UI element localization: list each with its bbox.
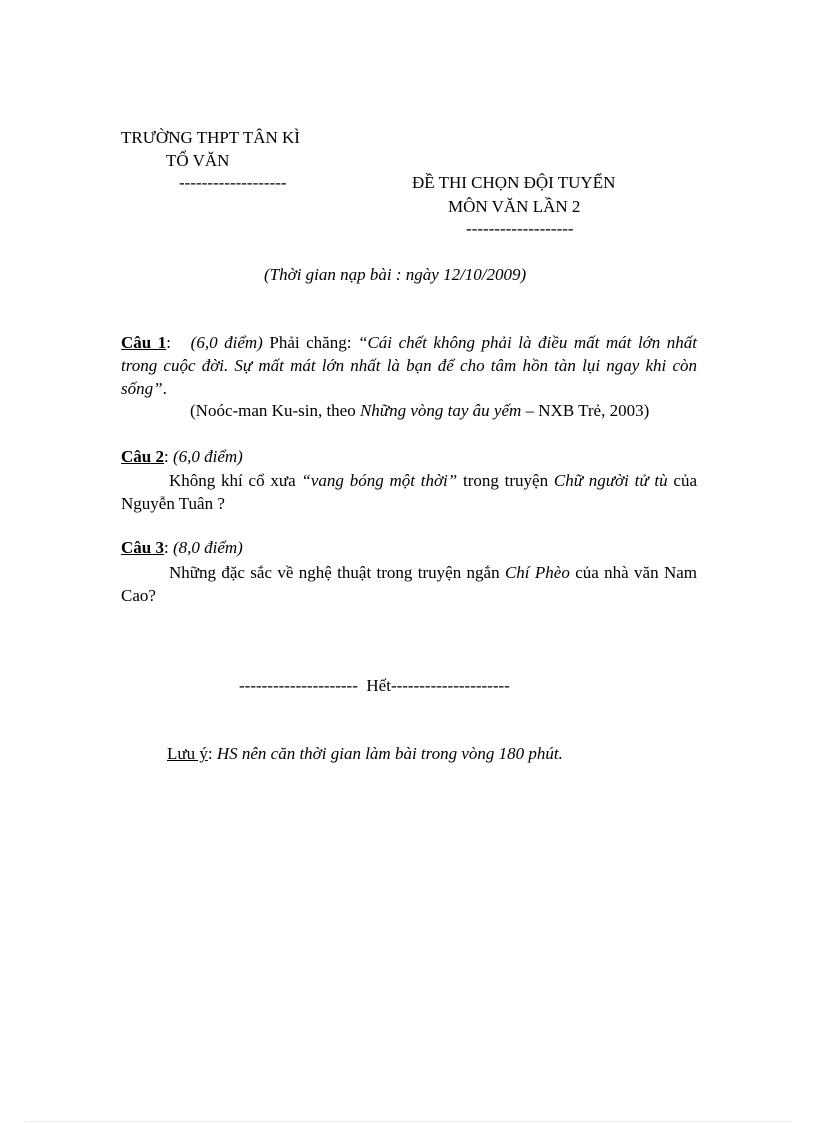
submission-deadline: (Thời gian nạp bài : ngày 12/10/2009) xyxy=(264,265,527,284)
question-1-points: (6,0 điểm) xyxy=(190,333,263,352)
question-2-work: Chữ người tử tù xyxy=(553,471,668,490)
question-1-label: Câu 1 xyxy=(121,333,167,352)
question-1-lead: Phải chăng: xyxy=(269,333,352,352)
question-1-source xyxy=(190,401,649,421)
exam-title-line-1: ĐỀ THI CHỌN ĐỘI TUYỂN xyxy=(412,173,616,192)
question-1-quote: “Cái chết không phải là điều mất mát lớn nhất trong cuộc đời. Sự mất mát lớn nhất là bạn để cho tâm hồn tàn lụi ngay khi còn sống” xyxy=(121,333,698,398)
question-1-source-book: Những vòng tay âu yếm xyxy=(359,401,522,420)
question-2-text-1: Không khí cổ xưa xyxy=(169,471,302,490)
question-2-points: (6,0 điểm) xyxy=(172,447,243,466)
end-mark-word: Hết xyxy=(366,676,391,695)
question-3-body xyxy=(121,561,697,607)
exam-title-line-2: MÔN VĂN LẦN 2 xyxy=(448,197,581,216)
question-3-colon: : xyxy=(163,538,169,557)
school-name: TRƯỜNG THPT TÂN KÌ xyxy=(121,128,300,147)
note-label: Lưu ý xyxy=(167,744,208,763)
note-colon: : xyxy=(207,744,213,763)
question-2-heading xyxy=(121,447,243,467)
end-mark-left-dashes: --------------------- xyxy=(239,676,358,695)
question-2-colon: : xyxy=(163,447,169,466)
question-3-text-1: Những đặc sắc về nghệ thuật trong truyện ngắn xyxy=(169,563,505,582)
exam-note xyxy=(167,744,563,764)
question-3-points: (8,0 điểm) xyxy=(172,538,243,557)
question-2-label: Câu 2 xyxy=(121,447,164,466)
question-1-end: . xyxy=(162,379,167,398)
question-3-work: Chí Phèo xyxy=(504,563,570,582)
header-right-rule: ------------------- xyxy=(466,219,574,238)
question-2-body xyxy=(121,469,697,515)
question-2-text-3: của Nguyễn Tuân ? xyxy=(121,471,697,513)
question-1-source-author: (Noóc-man Ku-sin, theo xyxy=(190,401,360,420)
question-2-text-2: trong truyện xyxy=(457,471,554,490)
header-left-rule: ------------------- xyxy=(179,173,287,192)
question-3-heading xyxy=(121,538,243,558)
question-3-text-2: của nhà văn Nam Cao? xyxy=(121,563,697,605)
department-name: TỔ VĂN xyxy=(166,151,230,170)
end-mark xyxy=(239,676,510,696)
page-bottom-border xyxy=(24,1121,792,1122)
question-2-quote: “vang bóng một thời” xyxy=(301,471,458,490)
note-text: HS nên căn thời gian làm bài trong vòng 180 phút. xyxy=(216,744,563,763)
question-1 xyxy=(121,331,697,400)
question-3-label: Câu 3 xyxy=(121,538,164,557)
question-1-colon: : xyxy=(166,333,172,352)
question-1-source-publisher: – NXB Trẻ, 2003) xyxy=(521,401,650,420)
end-mark-right-dashes: --------------------- xyxy=(390,676,510,695)
